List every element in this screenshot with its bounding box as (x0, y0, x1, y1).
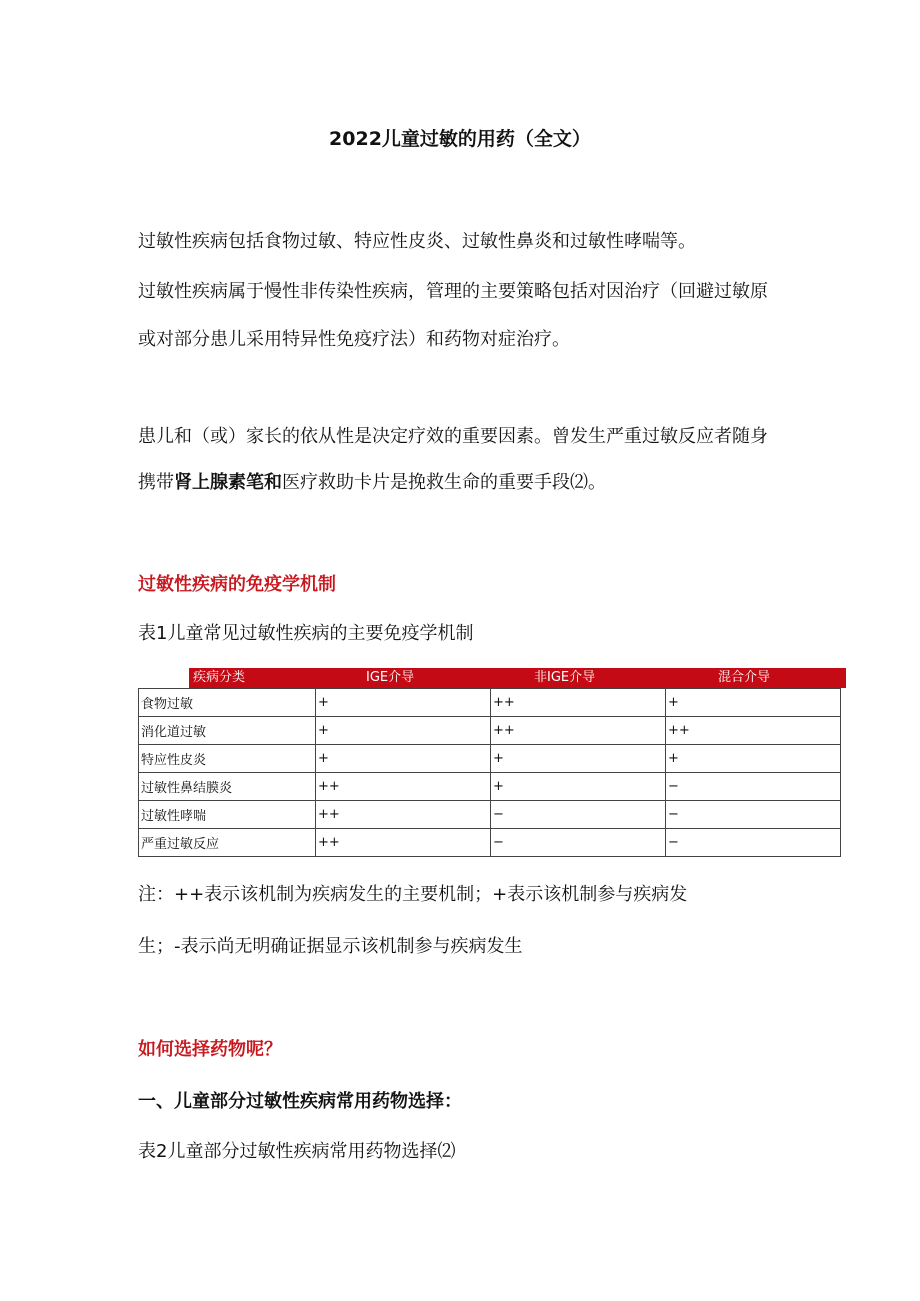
intro-paragraph-2-line-2: 或对部分患儿采用特异性免疫疗法）和药物对症治疗。 (138, 329, 570, 350)
table-1-header-row (189, 668, 846, 688)
compliance-paragraph-line-2 (138, 473, 848, 493)
table-cell-non-ige: ++ (491, 689, 666, 717)
table-cell-non-ige: − (491, 829, 666, 857)
intro-paragraph-2-line-1: 过敏性疾病属于慢性非传染性疾病，管理的主要策略包括对因治疗（回避过敏原 (138, 281, 768, 302)
table-cell-ige: ++ (316, 773, 491, 801)
table-cell-mixed: + (666, 745, 841, 773)
table-1-caption: 表1儿童常见过敏性疾病的主要免疫学机制 (138, 623, 474, 644)
table-cell-non-ige: + (491, 773, 666, 801)
table-1-note-line-1: 注：++表示该机制为疾病发生的主要机制；+表示该机制参与疾病发 (138, 884, 688, 905)
compliance-prefix: 携带 (138, 472, 174, 493)
section-heading-immunology: 过敏性疾病的免疫学机制 (138, 574, 336, 595)
table-cell-ige: + (316, 745, 491, 773)
table-1-body (138, 688, 841, 857)
table-cell-disease: 过敏性鼻结膜炎 (139, 773, 316, 801)
table-row (139, 801, 841, 829)
table-cell-non-ige: − (491, 801, 666, 829)
table-1-note-line-2: 生；-表示尚无明确证据显示该机制参与疾病发生 (138, 936, 523, 957)
page-title: 2022儿童过敏的用药（全文） (329, 128, 591, 150)
table-header-mixed: 混合介导 (718, 670, 771, 685)
table-cell-disease: 过敏性哮喘 (139, 801, 316, 829)
table-cell-mixed: − (666, 829, 841, 857)
table-cell-non-ige: ++ (491, 717, 666, 745)
table-cell-disease: 食物过敏 (139, 689, 316, 717)
table-cell-mixed: − (666, 773, 841, 801)
table-header-non-ige: 非IGE介导 (534, 670, 596, 685)
table-row (139, 745, 841, 773)
table-cell-ige: + (316, 689, 491, 717)
table-cell-mixed: − (666, 801, 841, 829)
table-header-category: 疾病分类 (193, 670, 246, 685)
table-cell-ige: ++ (316, 829, 491, 857)
table-header-ige: IGE介导 (366, 670, 415, 685)
table-cell-mixed: ++ (666, 717, 841, 745)
compliance-suffix: 医疗救助卡片是挽救生命的重要手段⑵。 (282, 472, 606, 493)
compliance-paragraph-line-1: 患儿和（或）家长的依从性是决定疗效的重要因素。曾发生严重过敏反应者随身 (138, 426, 768, 447)
table-2-caption: 表2儿童部分过敏性疾病常用药物选择⑵ (138, 1141, 456, 1162)
table-cell-non-ige: + (491, 745, 666, 773)
table-cell-disease: 严重过敏反应 (139, 829, 316, 857)
table-cell-ige: + (316, 717, 491, 745)
epinephrine-pen-emphasis: 肾上腺素笔和 (174, 472, 282, 493)
table-row (139, 689, 841, 717)
intro-paragraph-1: 过敏性疾病包括食物过敏、特应性皮炎、过敏性鼻炎和过敏性哮喘等。 (138, 231, 696, 252)
section-heading-drug-choice: 如何选择药物呢？ (138, 1039, 282, 1060)
table-cell-ige: ++ (316, 801, 491, 829)
table-row (139, 773, 841, 801)
table-cell-disease: 消化道过敏 (139, 717, 316, 745)
table-row (139, 717, 841, 745)
table-cell-disease: 特应性皮炎 (139, 745, 316, 773)
subheading-common-drugs: 一、儿童部分过敏性疾病常用药物选择： (138, 1091, 462, 1112)
table-cell-mixed: + (666, 689, 841, 717)
table-row (139, 829, 841, 857)
